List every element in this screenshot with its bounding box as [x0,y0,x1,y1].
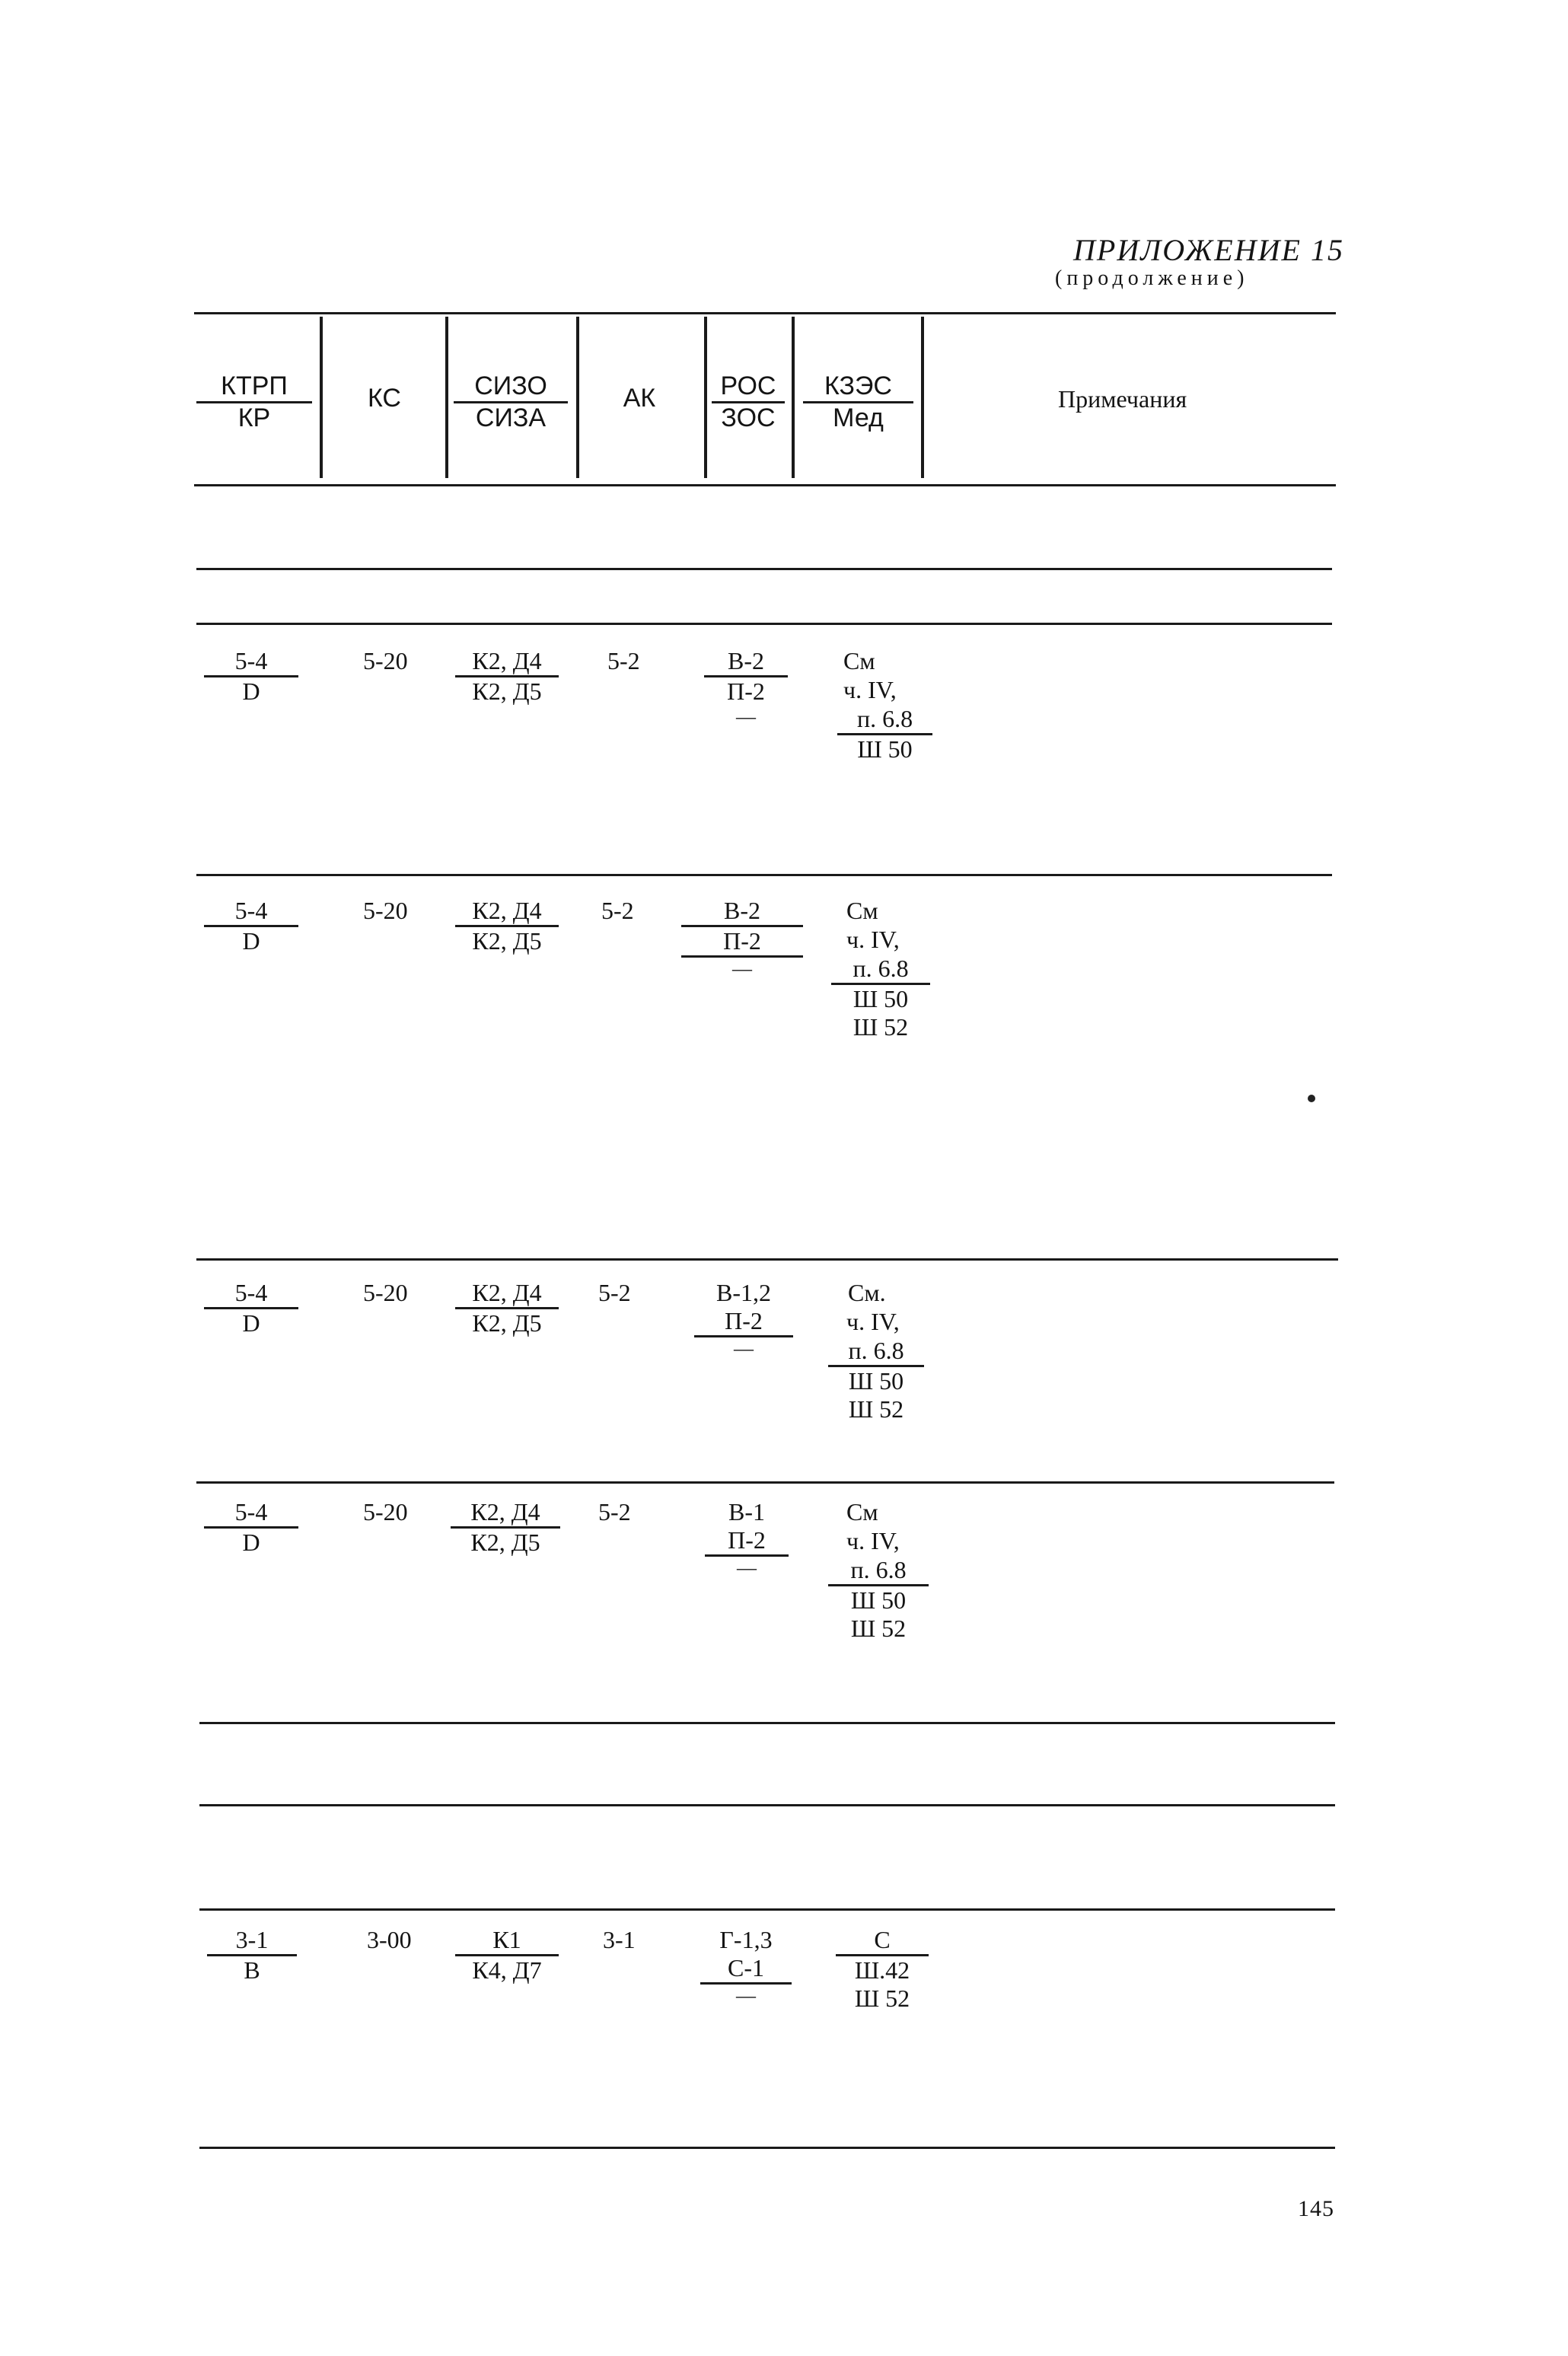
section-rule [196,1481,1334,1484]
row-1-kzes-med [837,705,932,764]
column-divider [576,317,579,478]
row-1-kzes-line3: п. 6.8 [837,705,932,735]
row-4-siza: К2, Д5 [470,1529,540,1556]
column-divider [921,317,924,478]
row-4-zos: П-2 [705,1526,789,1557]
header-siza: СИЗА [475,403,547,432]
row-3-ros: В-1,2 [716,1279,771,1306]
row-2-zos-extra: — [732,958,752,980]
section-rule [196,1258,1338,1261]
row-4-kzes-line1: См [846,1498,878,1526]
row-3-kzes-med [828,1337,924,1423]
row-1-ros: В-2 [704,647,788,677]
continuation-note: (продолжение) [1055,266,1249,290]
column-divider [792,317,795,478]
row-1-ktrp-kr [204,647,298,706]
row-2-med-2: Ш 52 [853,1013,909,1041]
row-5-ros: Г-1,3 [719,1926,773,1953]
row-5-sizo: К1 [455,1926,559,1956]
row-1-sizo: К2, Д4 [455,647,559,677]
column-divider [704,317,707,478]
appendix-title: ПРИЛОЖЕНИЕ 15 [1073,233,1344,267]
row-5-siza: К4, Д7 [472,1956,542,1984]
column-divider [445,317,448,478]
row-2-kzes-med [831,955,930,1041]
row-3-kzes-line3: п. 6.8 [828,1337,924,1367]
section-rule [199,1722,1335,1724]
row-1-zos: П-2 [727,677,765,705]
row-5-med-1: Ш.42 [854,1956,910,1984]
row-5-kzes-med [836,1926,929,2013]
section-rule [196,623,1332,625]
section-rule [199,1804,1335,1806]
row-2-ros: В-2 [724,897,760,924]
row-3-kzes-line2: ч. IV, [846,1308,900,1335]
row-4-kzes-med [828,1556,929,1643]
row-3-sizo-siza [455,1279,559,1337]
row-4-med-1: Ш 50 [850,1586,907,1614]
header-notes: Примечания [1058,385,1187,413]
header-sizo: СИЗО [454,371,568,403]
row-2-ks: 5-20 [363,897,408,924]
row-4-sizo: К2, Д4 [451,1498,560,1529]
row-5-ak: 3-1 [603,1926,636,1953]
header-ks: КС [368,384,401,413]
row-5-ktrp: 3-1 [207,1926,297,1956]
row-5-sizo-siza [455,1926,559,1985]
row-1-siza: К2, Д5 [472,677,542,705]
row-3-ktrp-kr [204,1279,298,1337]
row-4-zos-extra: — [737,1557,757,1579]
header-ros-zos [712,371,785,433]
header-ros: РОС [712,371,785,403]
row-4-ak: 5-2 [598,1498,631,1526]
row-5-kr: В [244,1956,260,1984]
row-1-ak: 5-2 [607,647,640,674]
header-ktrp-kr [196,371,312,433]
row-2-ros-zos [681,897,803,980]
row-3-kr: D [242,1309,260,1337]
row-2-kzes-line3: п. 6.8 [831,955,930,985]
table-bottom-rule [199,2147,1335,2149]
row-4-ros-zos [705,1498,789,1580]
header-ak: АК [623,384,656,413]
row-2-kzes-line1: См [846,897,878,924]
row-4-ks: 5-20 [363,1498,408,1526]
row-5-med-2: Ш 52 [854,1985,910,2012]
header-sizo-siza [454,371,568,433]
row-1-kzes-line1: См [843,647,875,674]
row-3-ros-zos [694,1279,793,1360]
row-5-zos-extra: — [736,1985,756,2007]
column-divider [320,317,323,478]
table-header-bottom-rule [194,484,1336,486]
row-4-ktrp: 5-4 [204,1498,298,1529]
row-3-med-1: Ш 50 [848,1367,904,1395]
row-3-kzes-line1: См. [848,1279,886,1306]
row-3-ak: 5-2 [598,1279,631,1306]
row-2-med-1: Ш 50 [853,985,909,1012]
row-1-ks: 5-20 [363,647,408,674]
header-zos: ЗОС [721,403,776,432]
row-3-med-2: Ш 52 [848,1395,904,1423]
section-rule [199,1908,1335,1911]
section-rule [196,568,1332,570]
row-1-sizo-siza [455,647,559,706]
row-2-ak: 5-2 [601,897,634,924]
row-2-zos: П-2 [681,925,803,958]
table-top-rule [194,312,1336,314]
row-3-zos-extra: — [734,1337,754,1360]
row-3-zos: П-2 [694,1307,793,1337]
row-1-zos-extra: — [736,706,756,728]
header-kr: КР [237,403,271,432]
row-2-sizo: К2, Д4 [455,897,559,927]
row-4-sizo-siza [451,1498,560,1557]
row-1-med-1: Ш 50 [857,735,913,763]
row-2-ktrp: 5-4 [204,897,298,927]
row-2-siza: К2, Д5 [472,927,542,955]
row-1-kzes-line2: ч. IV, [843,676,897,703]
row-3-ktrp: 5-4 [204,1279,298,1309]
row-4-ktrp-kr [204,1498,298,1557]
section-rule [196,874,1332,876]
row-3-sizo: К2, Д4 [455,1279,559,1309]
stray-dot [1308,1095,1315,1102]
row-1-kr: D [242,677,260,705]
row-5-ros-zos [700,1926,792,2007]
row-1-ktrp: 5-4 [204,647,298,677]
row-4-kzes-line3: п. 6.8 [828,1556,929,1586]
row-4-med-2: Ш 52 [850,1615,907,1642]
row-2-sizo-siza [455,897,559,955]
row-5-zos: С-1 [700,1954,792,1985]
header-kzes-med [803,371,913,433]
row-4-kr: D [242,1529,260,1556]
header-kzes: КЗЭС [803,371,913,403]
row-3-ks: 5-20 [363,1279,408,1306]
row-5-ktrp-kr [207,1926,297,1985]
row-3-siza: К2, Д5 [472,1309,542,1337]
row-4-kzes-line2: ч. IV, [846,1527,900,1554]
header-med: Мед [833,403,884,432]
header-ktrp: КТРП [196,371,312,403]
row-1-ros-zos [704,647,788,728]
row-5-kzes-line1: С [836,1926,929,1956]
row-2-kzes-line2: ч. IV, [846,926,900,953]
row-5-ks: 3-00 [367,1926,412,1953]
row-2-ktrp-kr [204,897,298,955]
row-4-ros: В-1 [728,1498,765,1526]
page-number: 145 [1298,2196,1334,2221]
row-2-kr: D [242,927,260,955]
